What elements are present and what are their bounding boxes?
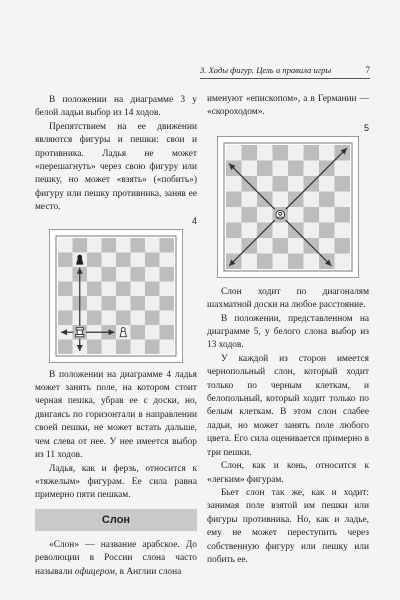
light-square bbox=[242, 191, 258, 207]
light-square bbox=[226, 145, 242, 161]
white-bishop-icon bbox=[276, 210, 285, 219]
left-column bbox=[35, 94, 197, 579]
light-square bbox=[288, 176, 304, 192]
paragraph: именуют «епископом», а в Германии — «скороходом». bbox=[207, 94, 369, 118]
dark-square bbox=[304, 207, 320, 223]
light-square bbox=[131, 339, 146, 354]
dark-square bbox=[160, 267, 175, 282]
paragraph: В положении на диаграмме 3 у белой ладьи выбор из 14 ходов. bbox=[35, 95, 197, 119]
dark-square bbox=[58, 281, 73, 296]
dark-square bbox=[116, 339, 131, 354]
paragraph: Препятствием на ее движении являются фигуры и пешки: свои и противника. Ладья не может «перешагнуть» через свою фигуру или пешку, но может «взять» («побить») фигуру или пешку противника, заняв ее место. bbox=[35, 121, 197, 213]
dark-square bbox=[145, 339, 160, 354]
dark-square bbox=[335, 238, 351, 254]
light-square bbox=[242, 253, 258, 269]
light-square bbox=[335, 222, 351, 238]
dark-square bbox=[116, 281, 131, 296]
light-square bbox=[145, 296, 160, 311]
dark-square bbox=[102, 296, 117, 311]
dark-square bbox=[288, 160, 304, 176]
diagram-number: 5 bbox=[363, 122, 369, 133]
light-square bbox=[319, 238, 335, 254]
light-square bbox=[145, 267, 160, 282]
light-square bbox=[304, 160, 320, 176]
dark-square bbox=[116, 310, 131, 325]
light-square bbox=[102, 310, 117, 325]
dark-square bbox=[273, 145, 289, 161]
paragraph: В положении на диаграмме 4 ладья может занять поле, на котором стоит черная пешка, убрав ее с доски, но, двигаясь по горизонтали в направлении своей пешки, не может встать дальше, чем слева от нее. У нее имеется выбор из 11 ходов. bbox=[35, 369, 197, 461]
light-square bbox=[242, 222, 258, 238]
light-square bbox=[116, 296, 131, 311]
light-square bbox=[160, 339, 175, 354]
dark-square bbox=[160, 325, 175, 340]
paragraph: Ладья, как и ферзь, относится к «тяжелым» фигурам. Ее сила равна примерно пяти пешкам. bbox=[35, 463, 197, 501]
light-square bbox=[87, 267, 102, 282]
light-square bbox=[335, 160, 351, 176]
paragraph: В положении, представленном на диаграмме 5, у белого слона выбор из 13 ходов. bbox=[207, 313, 369, 351]
dark-square bbox=[226, 191, 242, 207]
light-square bbox=[257, 238, 273, 254]
paragraph: Бьет слон так же, как и ходит: занимая поле взятой им пешки или фигуры противника. Но, как и ладье, ему не может переступить через собственную фигуру или пешку или побить ее. bbox=[207, 487, 369, 565]
light-square bbox=[226, 238, 242, 254]
dark-square bbox=[226, 222, 242, 238]
dark-square bbox=[335, 176, 351, 192]
light-square bbox=[273, 191, 289, 207]
light-square bbox=[116, 238, 131, 253]
dark-square bbox=[87, 339, 102, 354]
black-pawn-icon bbox=[77, 255, 83, 264]
chessboard bbox=[218, 137, 358, 277]
light-square bbox=[145, 325, 160, 340]
light-square bbox=[288, 207, 304, 223]
dark-square bbox=[131, 296, 146, 311]
dark-square bbox=[145, 281, 160, 296]
diagram-number: 4 bbox=[191, 215, 197, 226]
dark-square bbox=[319, 191, 335, 207]
dark-square bbox=[73, 238, 88, 253]
light-square bbox=[273, 253, 289, 269]
chess-diagram-5 bbox=[217, 136, 359, 278]
dark-square bbox=[273, 176, 289, 192]
light-square bbox=[102, 281, 117, 296]
light-square bbox=[319, 145, 335, 161]
light-square bbox=[257, 207, 273, 223]
light-square bbox=[87, 296, 102, 311]
light-square bbox=[58, 296, 73, 311]
light-square bbox=[257, 145, 273, 161]
light-square bbox=[304, 253, 320, 269]
dark-square bbox=[319, 222, 335, 238]
dark-square bbox=[288, 253, 304, 269]
light-square bbox=[319, 176, 335, 192]
dark-square bbox=[131, 238, 146, 253]
light-square bbox=[304, 222, 320, 238]
paragraph: У каждой из сторон имеется чернопольный слон, который ходит только по черным клеткам, и белопольный, который ходит только по белым клеткам. В этом слон слабее ладьи, но может занять поле любого цвета. Его сила оценивается примерно в три пешки. bbox=[207, 353, 369, 458]
light-square bbox=[335, 191, 351, 207]
light-square bbox=[257, 176, 273, 192]
light-square bbox=[116, 267, 131, 282]
dark-square bbox=[102, 267, 117, 282]
dark-square bbox=[335, 207, 351, 223]
light-square bbox=[58, 238, 73, 253]
light-square bbox=[58, 267, 73, 282]
light-square bbox=[288, 238, 304, 254]
dark-square bbox=[304, 145, 320, 161]
dark-square bbox=[131, 325, 146, 340]
dark-square bbox=[87, 310, 102, 325]
dark-square bbox=[58, 310, 73, 325]
white-pawn-icon bbox=[120, 327, 126, 336]
dark-square bbox=[145, 252, 160, 267]
right-column bbox=[207, 93, 369, 567]
dark-square bbox=[257, 160, 273, 176]
light-square bbox=[102, 339, 117, 354]
page-number: 7 bbox=[365, 65, 370, 75]
light-square bbox=[160, 310, 175, 325]
light-square bbox=[160, 281, 175, 296]
white-rook-icon bbox=[76, 327, 84, 336]
dark-square bbox=[116, 252, 131, 267]
dark-square bbox=[273, 238, 289, 254]
light-square bbox=[131, 310, 146, 325]
dark-square bbox=[160, 238, 175, 253]
running-header bbox=[200, 64, 370, 79]
light-square bbox=[242, 160, 258, 176]
paragraph: Слон, как и конь, относится к «легким» фигурам. bbox=[207, 461, 369, 485]
dark-square bbox=[242, 207, 258, 223]
dark-square bbox=[242, 145, 258, 161]
dark-square bbox=[58, 339, 73, 354]
light-square bbox=[304, 191, 320, 207]
light-square bbox=[131, 252, 146, 267]
light-square bbox=[226, 207, 242, 223]
light-square bbox=[273, 160, 289, 176]
dark-square bbox=[131, 267, 146, 282]
light-square bbox=[319, 207, 335, 223]
dark-square bbox=[257, 253, 273, 269]
light-square bbox=[226, 176, 242, 192]
dark-square bbox=[160, 296, 175, 311]
light-square bbox=[145, 238, 160, 253]
light-square bbox=[131, 281, 146, 296]
dark-square bbox=[145, 310, 160, 325]
light-square bbox=[87, 238, 102, 253]
paragraph: Слон ходит по диагоналям шахматной доски на любое расстояние. bbox=[207, 286, 369, 311]
light-square bbox=[102, 252, 117, 267]
dark-square bbox=[87, 252, 102, 267]
section-heading: Слон bbox=[35, 509, 197, 531]
paragraph: «Слон» — название арабское. До революции в России слона часто называли офицером, в Англии слона bbox=[35, 539, 197, 577]
light-square bbox=[160, 252, 175, 267]
dark-square bbox=[87, 281, 102, 296]
chessboard bbox=[50, 230, 182, 362]
dark-square bbox=[58, 252, 73, 267]
light-square bbox=[288, 145, 304, 161]
light-square bbox=[273, 222, 289, 238]
chess-diagram-4 bbox=[49, 229, 183, 363]
dark-square bbox=[102, 238, 117, 253]
light-square bbox=[335, 253, 351, 269]
running-title: 3. Ходы фигур. Цель и правила игры bbox=[200, 65, 332, 75]
